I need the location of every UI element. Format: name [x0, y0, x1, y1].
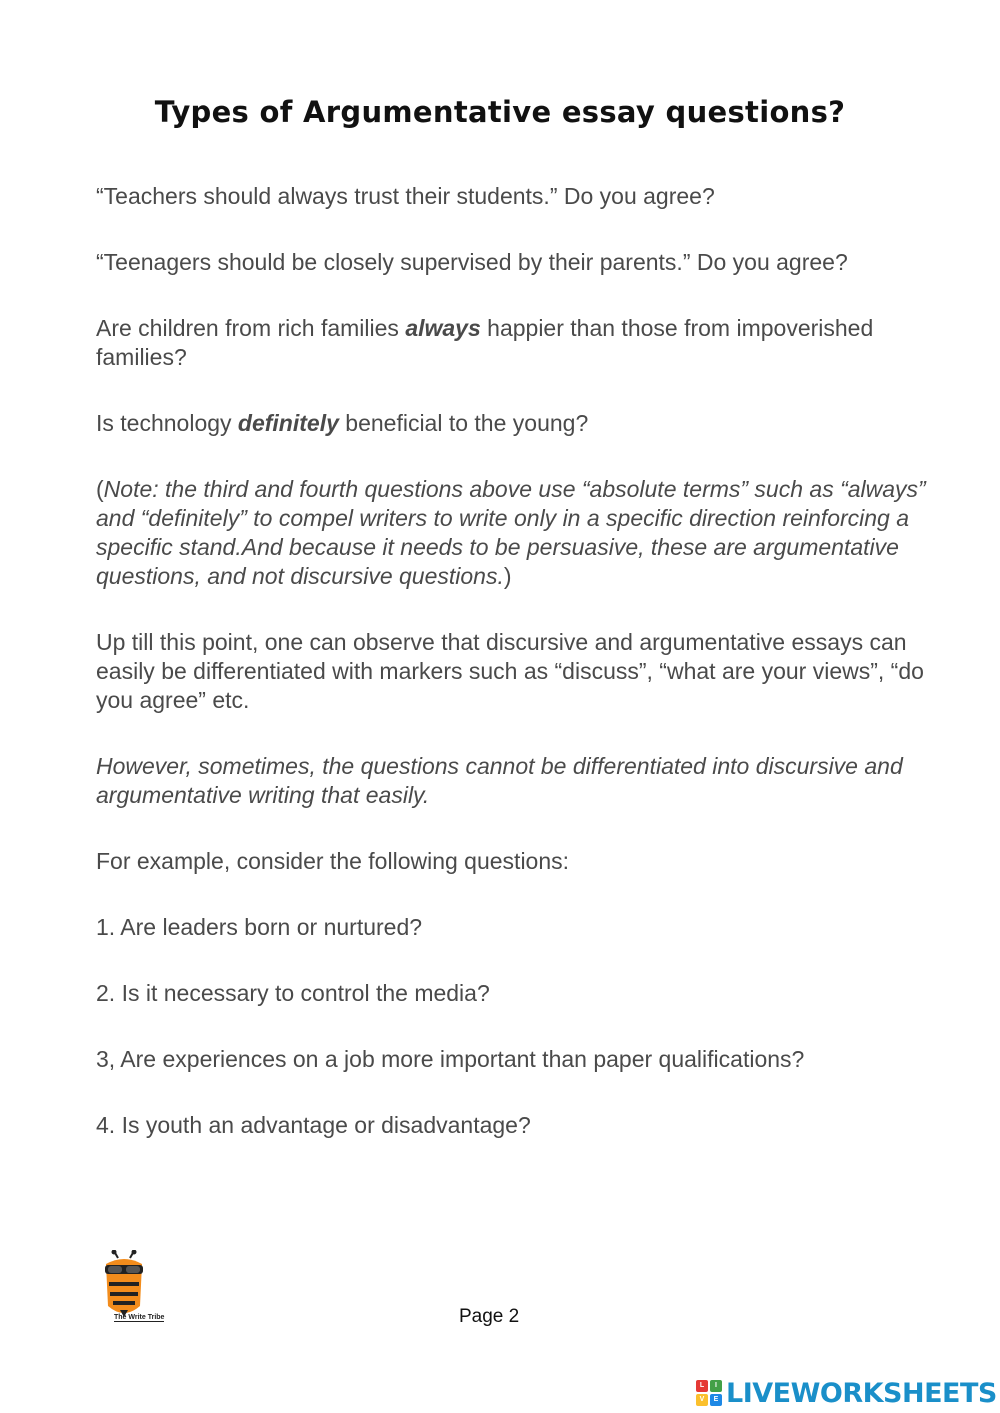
- paragraph-markers: Up till this point, one can observe that discursive and argumentative essays can easily be differentiated with markers such as “discuss”, “what are your views”, “do you agree” etc.: [96, 629, 924, 713]
- text-segment: beneficial to the young?: [338, 410, 589, 436]
- write-tribe-logo: [100, 1250, 210, 1330]
- note-close-paren: ): [503, 563, 512, 589]
- paragraph-rich-families: [96, 314, 926, 372]
- brand-name: LIVEWORKSHEETS: [726, 1377, 997, 1409]
- note-open-paren: (: [96, 476, 104, 502]
- note-text: Note: the third and fourth questions above use “absolute terms” such as “always” and “definitely” to compel writers to write only in a specific direction reinforcing a specific stand.And because it needs to be persuasive, these are argumentative questions, and not discursive questions.: [96, 476, 926, 589]
- question-item: 1. Are leaders born or nurtured?: [96, 914, 423, 940]
- question-item: 2. Is it necessary to control the media?: [96, 980, 490, 1006]
- text-segment: happier than those from impoverished families?: [96, 315, 874, 370]
- text-segment: Are children from rich families: [96, 315, 406, 341]
- logo-caption: The Write Tribe: [114, 1314, 165, 1321]
- document-body: [96, 182, 926, 1177]
- liveworksheets-logo-icon: [696, 1380, 722, 1406]
- paragraph-note: [96, 475, 926, 591]
- liveworksheets-brand: [696, 1376, 997, 1410]
- emphasis-always: always: [405, 315, 481, 341]
- paragraph-for-example: For example, consider the following questions:: [96, 848, 570, 874]
- question-item: 4. Is youth an advantage or disadvantage?: [96, 1112, 531, 1138]
- page-title: Types of Argumentative essay questions?: [154, 95, 846, 129]
- logo-letter: V: [696, 1394, 708, 1406]
- logo-letter: L: [696, 1380, 708, 1392]
- page-number: Page 2: [459, 1306, 520, 1327]
- paragraph-however: However, sometimes, the questions cannot be differentiated into discursive and argumentative writing that easily.: [96, 753, 903, 808]
- question-item: 3, Are experiences on a job more important than paper qualifications?: [96, 1046, 805, 1072]
- paragraph-teachers: “Teachers should always trust their students.” Do you agree?: [96, 183, 715, 209]
- text-segment: Is technology: [96, 410, 238, 436]
- logo-letter: I: [710, 1380, 722, 1392]
- bee-icon: [100, 1250, 160, 1318]
- logo-letter: E: [710, 1394, 722, 1406]
- paragraph-technology: [96, 409, 926, 438]
- paragraph-teenagers: “Teenagers should be closely supervised by their parents.” Do you agree?: [96, 249, 848, 275]
- emphasis-definitely: definitely: [237, 410, 339, 436]
